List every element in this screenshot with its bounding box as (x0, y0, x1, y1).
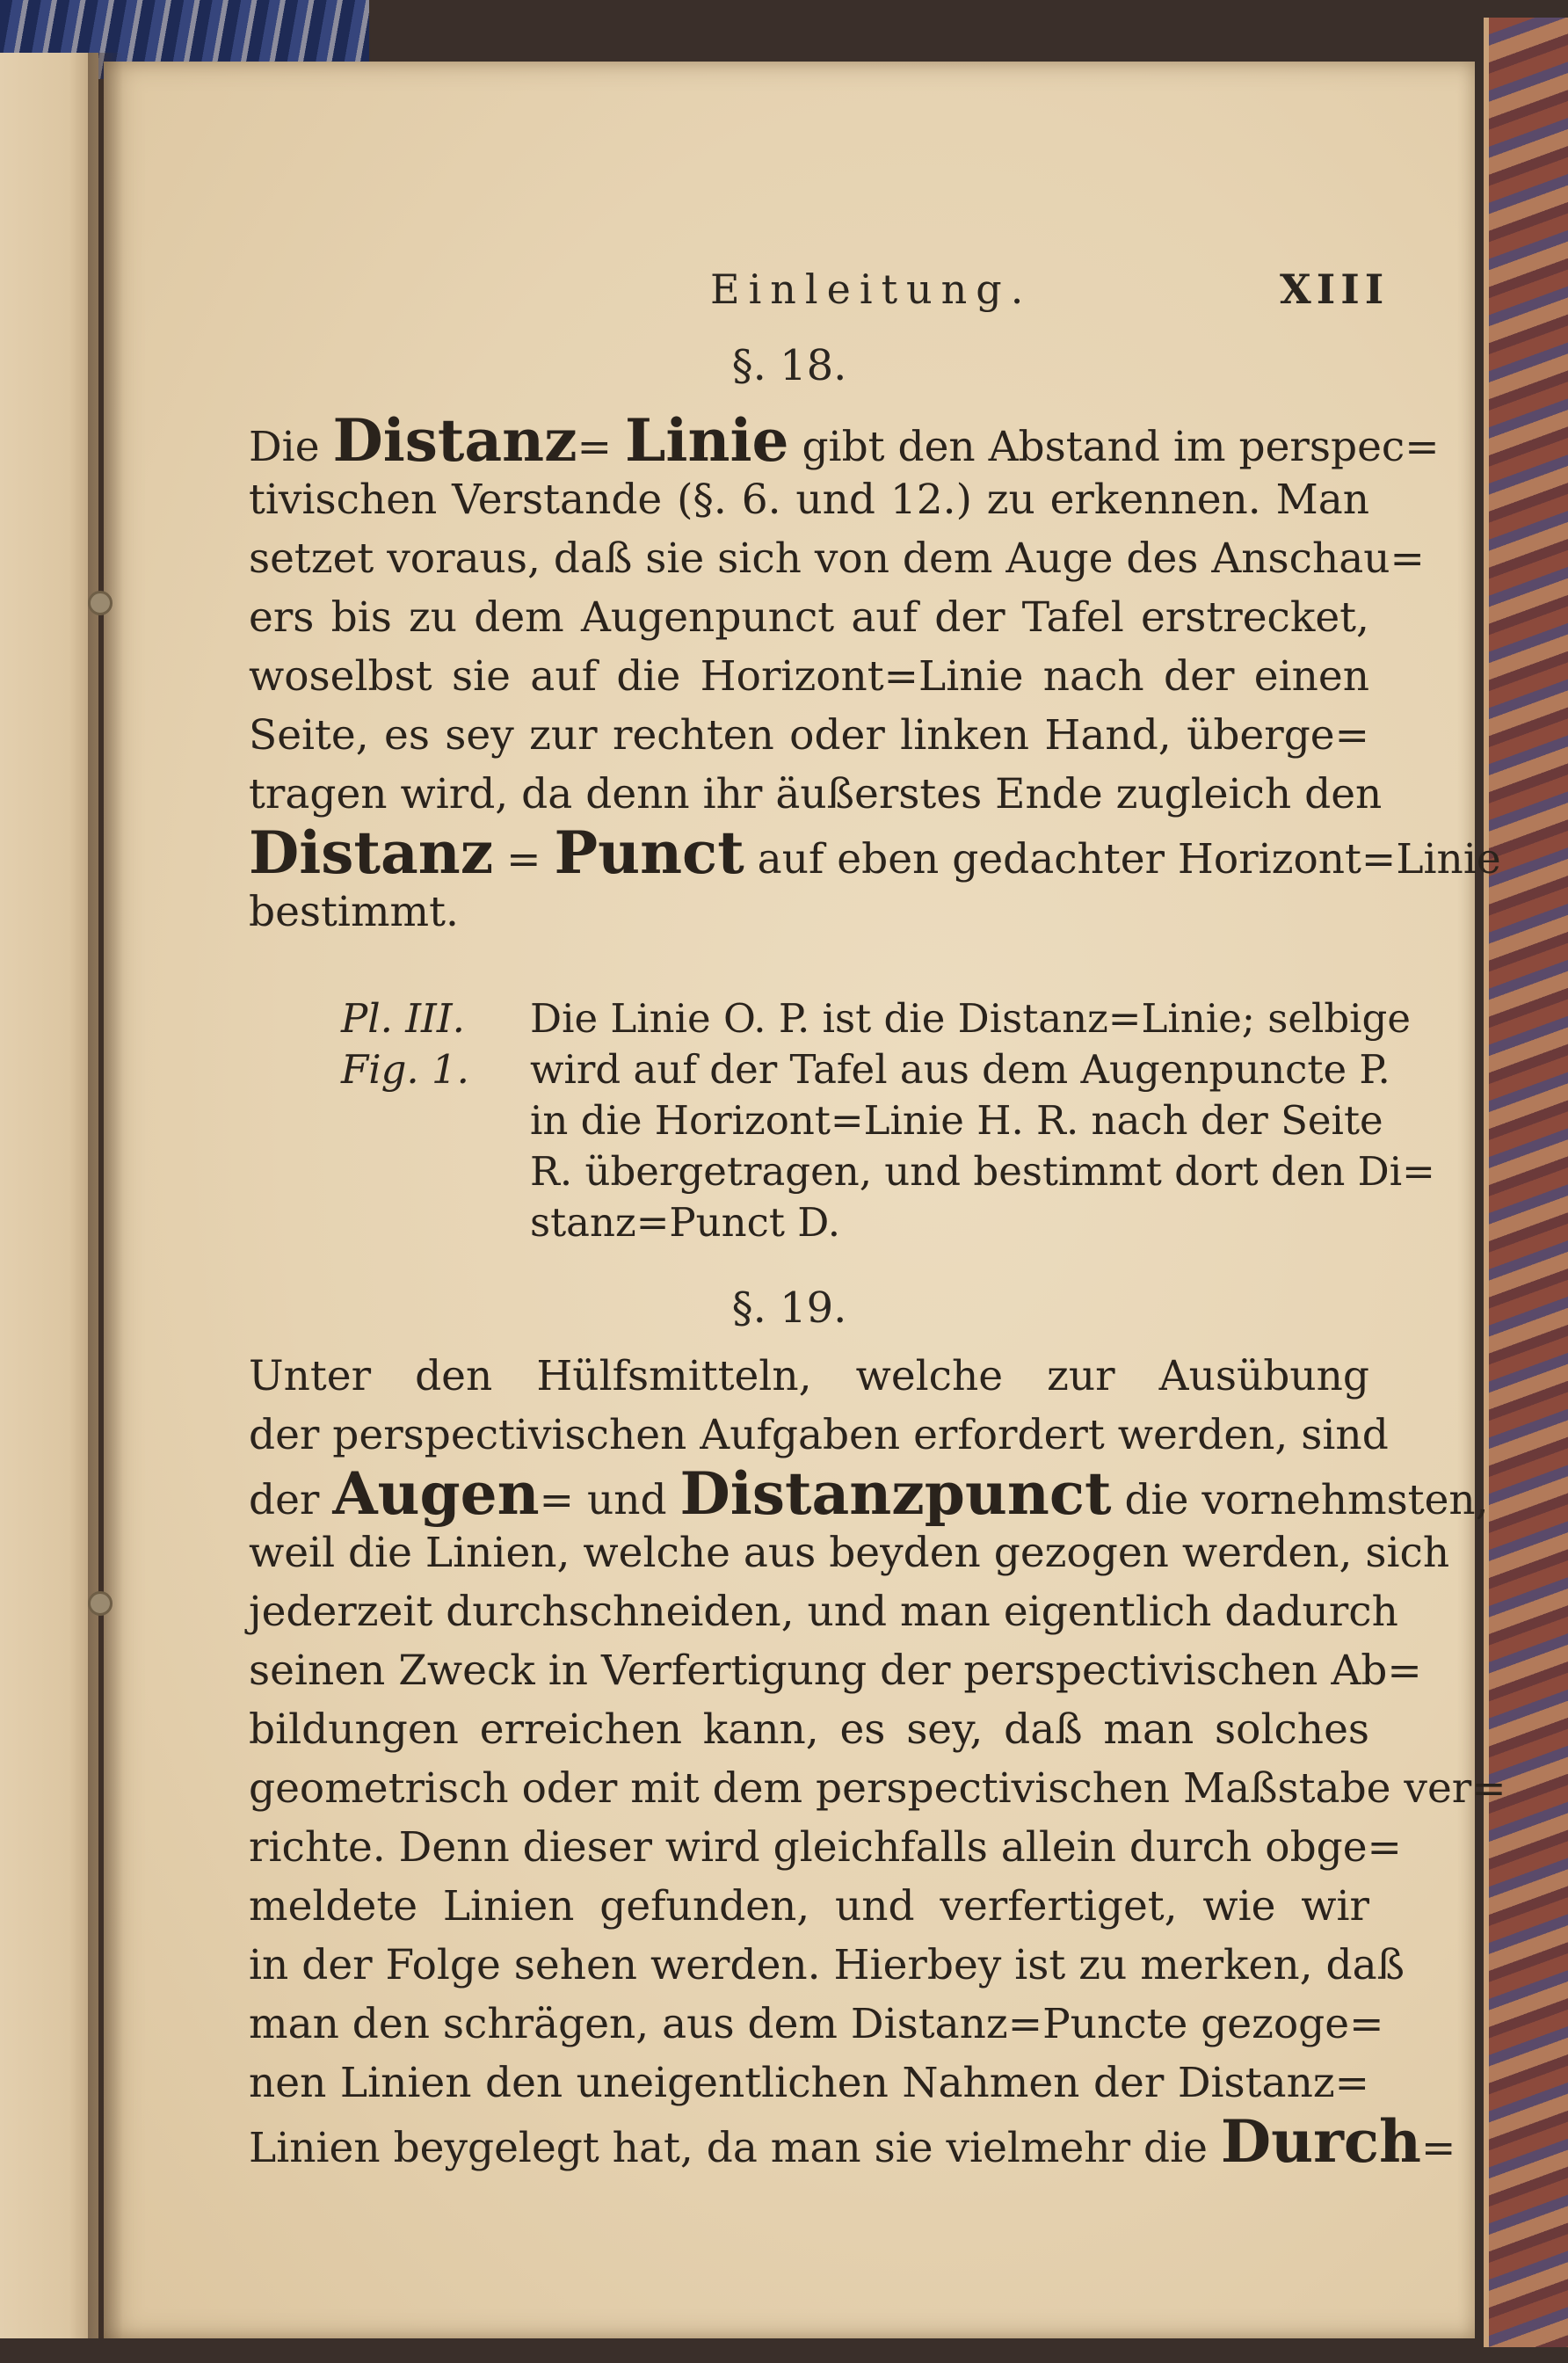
section-18-line: tivischen Verstande (§. 6. und 12.) zu erkennen. Man (249, 476, 1369, 524)
section-19-line: der perspectivischen Aufgaben erfordert werden, sind (249, 1411, 1389, 1459)
section-18-line: woselbst sie auf die Horizont=Linie nach der einen (249, 652, 1369, 701)
figure-note-text (530, 993, 1435, 1248)
figure-note-line: stanz=Punct D. (530, 1199, 841, 1246)
section-heading-19: §. 19. (731, 1283, 847, 1333)
section-19-line: weil die Linien, welche aus beyden gezogen werden, sich (249, 1529, 1450, 1577)
section-18-line: tragen wird, da denn ihr äußerstes Ende zugleich den (249, 770, 1383, 818)
emphasized-term: Durch (1220, 2107, 1422, 2176)
section-19-line: in der Folge sehen werden. Hierbey ist zu merken, daß (249, 1941, 1405, 1989)
section-18-line: setzet voraus, daß sie sich von dem Auge des Anschau= (249, 534, 1425, 583)
section-19-line: der Augen= und Distanzpunct die vornehmsten, (249, 1459, 1489, 1528)
plate-reference: Pl. III. (341, 995, 465, 1042)
section-19-line: bildungen erreichen kann, es sey, daß man solches (249, 1705, 1369, 1754)
section-18-line: ers bis zu dem Augenpunct auf der Tafel erstrecket, (249, 593, 1369, 642)
marbled-page-edge (1484, 18, 1568, 2347)
figure-reference: Fig. 1. (341, 1046, 469, 1093)
section-19-line: Unter den Hülfsmitteln, welche zur Ausübung (249, 1352, 1369, 1400)
section-19-line: meldete Linien gefunden, und verfertiget, wie wir (249, 1882, 1369, 1930)
binding-stitch (88, 591, 113, 615)
emphasized-term: Linie (624, 406, 789, 475)
section-19-line: Linien beygelegt hat, da man sie vielmehr die Durch= (249, 2107, 1456, 2176)
emphasized-term: Distanz (332, 406, 577, 475)
verso-page-edge (0, 53, 98, 2338)
section-19-line: geometrisch oder mit dem perspectivischen Maßstabe ver= (249, 1764, 1506, 1813)
emphasized-term: Augen (332, 1459, 540, 1528)
section-19-line: jederzeit durchschneiden, und man eigentlich dadurch (249, 1588, 1398, 1636)
binding-stitch (88, 1591, 113, 1616)
section-18-line: bestimmt. (249, 888, 459, 936)
emphasized-term: Distanz (249, 818, 494, 887)
page-number: XIII (1280, 265, 1390, 313)
book-page (104, 62, 1506, 2338)
section-18-line: Die Distanz= Linie gibt den Abstand im perspec= (249, 406, 1440, 475)
emphasized-term: Punct (554, 818, 744, 887)
figure-note-line: Die Linie O. P. ist die Distanz=Linie; selbige (530, 995, 1411, 1042)
figure-note-line: in die Horizont=Linie H. R. nach der Seite (530, 1097, 1383, 1144)
section-19-line: seinen Zweck in Verfertigung der perspectivischen Ab= (249, 1647, 1422, 1695)
section-19-line: man den schrägen, aus dem Distanz=Puncte gezoge= (249, 2000, 1384, 2048)
section-18-text (249, 406, 1501, 942)
figure-note-line: wird auf der Tafel aus dem Augenpuncte P. (530, 1046, 1390, 1093)
section-18-line: Seite, es sey zur rechten oder linken Hand, überge= (249, 711, 1369, 760)
emphasized-term: Distanzpunct (679, 1459, 1112, 1528)
section-19-line: richte. Denn dieser wird gleichfalls allein durch obge= (249, 1823, 1402, 1872)
section-18-line: Distanz = Punct auf eben gedachter Horizont=Linie (249, 818, 1501, 887)
section-heading-18: §. 18. (731, 341, 847, 390)
spine-shadow (88, 53, 123, 2338)
running-head: Einleitung. (710, 265, 1033, 313)
section-19-text (249, 1347, 1506, 2176)
section-19-line: nen Linien den uneigentlichen Nahmen der Distanz= (249, 2059, 1369, 2107)
figure-note-line: R. übergetragen, und bestimmt dort den Di= (530, 1148, 1435, 1195)
